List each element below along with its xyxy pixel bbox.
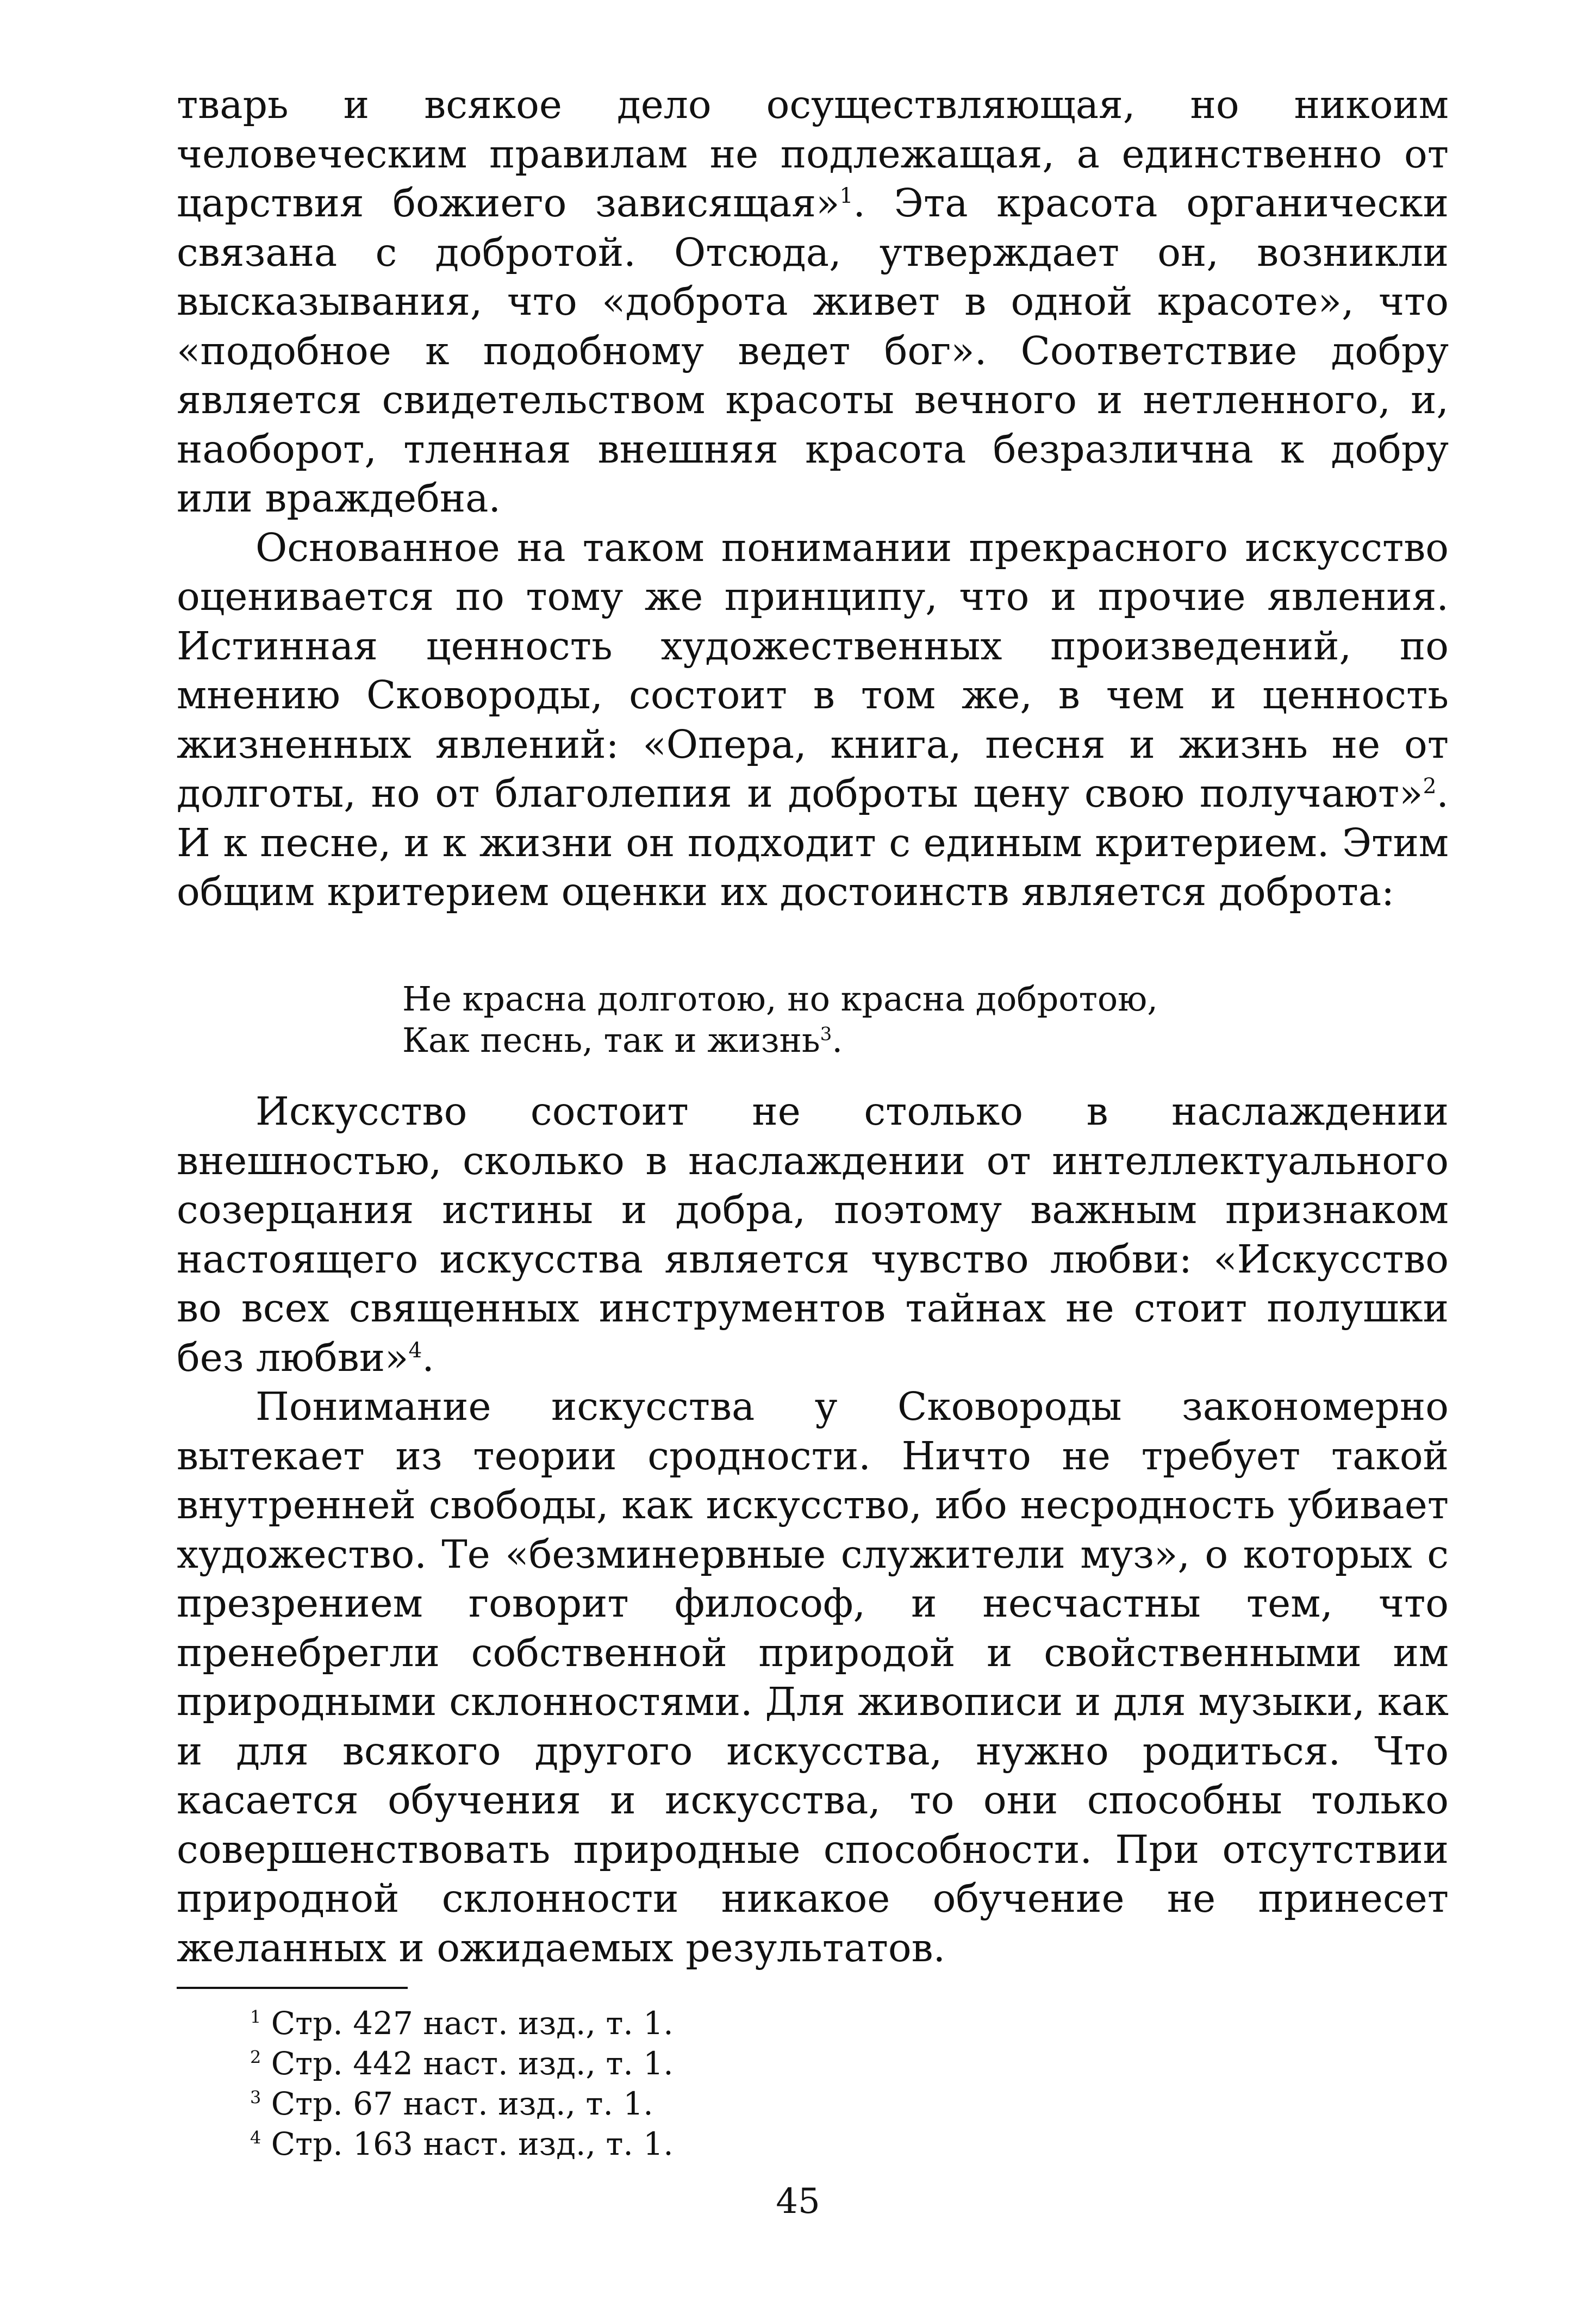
paragraph-tail: . Эта красота органически связана с добротой. Отсюда, утверждает он, возникли высказывания, что «доброта живет в одной красоте», что «подобное к подобному ведет бог». Соответствие добру является свидетельством красоты вечного и нетленного, и, наоборот, тленная внешняя красота безразлична к добру или враждебна.: [177, 180, 1449, 521]
footnote-mark: 4: [250, 2127, 261, 2148]
footnote-3: [250, 2084, 674, 2124]
paragraph-continuation: [177, 80, 1449, 523]
footnote-1: [250, 2003, 674, 2043]
footnote-ref-1: 1: [839, 184, 853, 209]
paragraph: [177, 1087, 1449, 1382]
verse-line-2: [402, 1020, 1158, 1061]
main-text-upper: [177, 80, 1449, 917]
paragraph: [177, 523, 1449, 917]
footnote-text: Стр. 163 наст. изд., т. 1.: [271, 2125, 674, 2162]
footnote-ref-2: 2: [1423, 774, 1437, 799]
verse-line-2-text: Как песнь, так и жизнь: [402, 1020, 820, 1060]
paragraph-text: Искусство состоит не столько в наслаждении внешностью, сколько в наслаждении от интеллектуального созерцания истины и добра, поэтому важным признаком настоящего искусства является чувство любви: «Искусство во всех священных инструментов тайнах не стоит полушки без любви»: [177, 1089, 1449, 1380]
footnote-text: Стр. 442 наст. изд., т. 1.: [271, 2045, 674, 2082]
footnote-mark: 3: [250, 2087, 261, 2108]
footnote-2: [250, 2043, 674, 2084]
paragraph-tail: . И к песне, и к жизни он подходит с единым критерием. Этим общим критерием оценки их достоинств является доброта:: [177, 771, 1449, 914]
footnote-ref-4: 4: [408, 1338, 422, 1363]
footnote-4: [250, 2124, 674, 2164]
paragraph-tail: .: [422, 1334, 434, 1380]
verse-quote: [402, 978, 1158, 1061]
paragraph-text: Основанное на таком понимании прекрасного искусство оценивается по тому же принципу, что и прочие явления. Истинная ценность художественных произведений, по мнению Сковороды, состоит в том же, в чем и ценность жизненных явлений: «Опера, книга, песня и жизнь не от долготы, но от благолепия и доброты цену свою получают»: [177, 525, 1449, 816]
paragraph: [177, 1382, 1449, 1973]
footnote-mark: 1: [250, 2006, 261, 2028]
verse-line-1: Не красна долготою, но красна добротою,: [402, 979, 1158, 1019]
paragraph-text: тварь и всякое дело осуществляющая, но никоим человеческим правилам не подлежащая, а единственно от царствия божиего зависящая»: [177, 82, 1449, 226]
footnotes: [250, 2003, 674, 2164]
main-text-lower: [177, 1087, 1449, 1973]
paragraph-text: Понимание искусства у Сковороды закономерно вытекает из теории сродности. Ничто не требует такой внутренней свободы, как искусство, ибо несродность убивает художество. Те «безминервные служители муз», о которых с презрением говорит философ, и несчастны тем, что пренебрегли собственной природой и свойственными им природными склонностями. Для живописи и для музыки, как и для всякого другого искусства, нужно родиться. Что касается обучения и искусства, то они способны только совершенствовать природные способности. При отсутствии природной склонности никакое обучение не принесет желанных и ожидаемых результатов.: [177, 1384, 1449, 1970]
verse-line-2-tail: .: [832, 1020, 843, 1060]
footnote-divider: [177, 1987, 408, 1989]
page-number: 45: [776, 2181, 820, 2222]
footnote-text: Стр. 67 наст. изд., т. 1.: [271, 2085, 653, 2122]
footnote-ref-3: 3: [820, 1023, 832, 1045]
footnote-mark: 2: [250, 2047, 261, 2068]
footnote-text: Стр. 427 наст. изд., т. 1.: [271, 2005, 674, 2042]
